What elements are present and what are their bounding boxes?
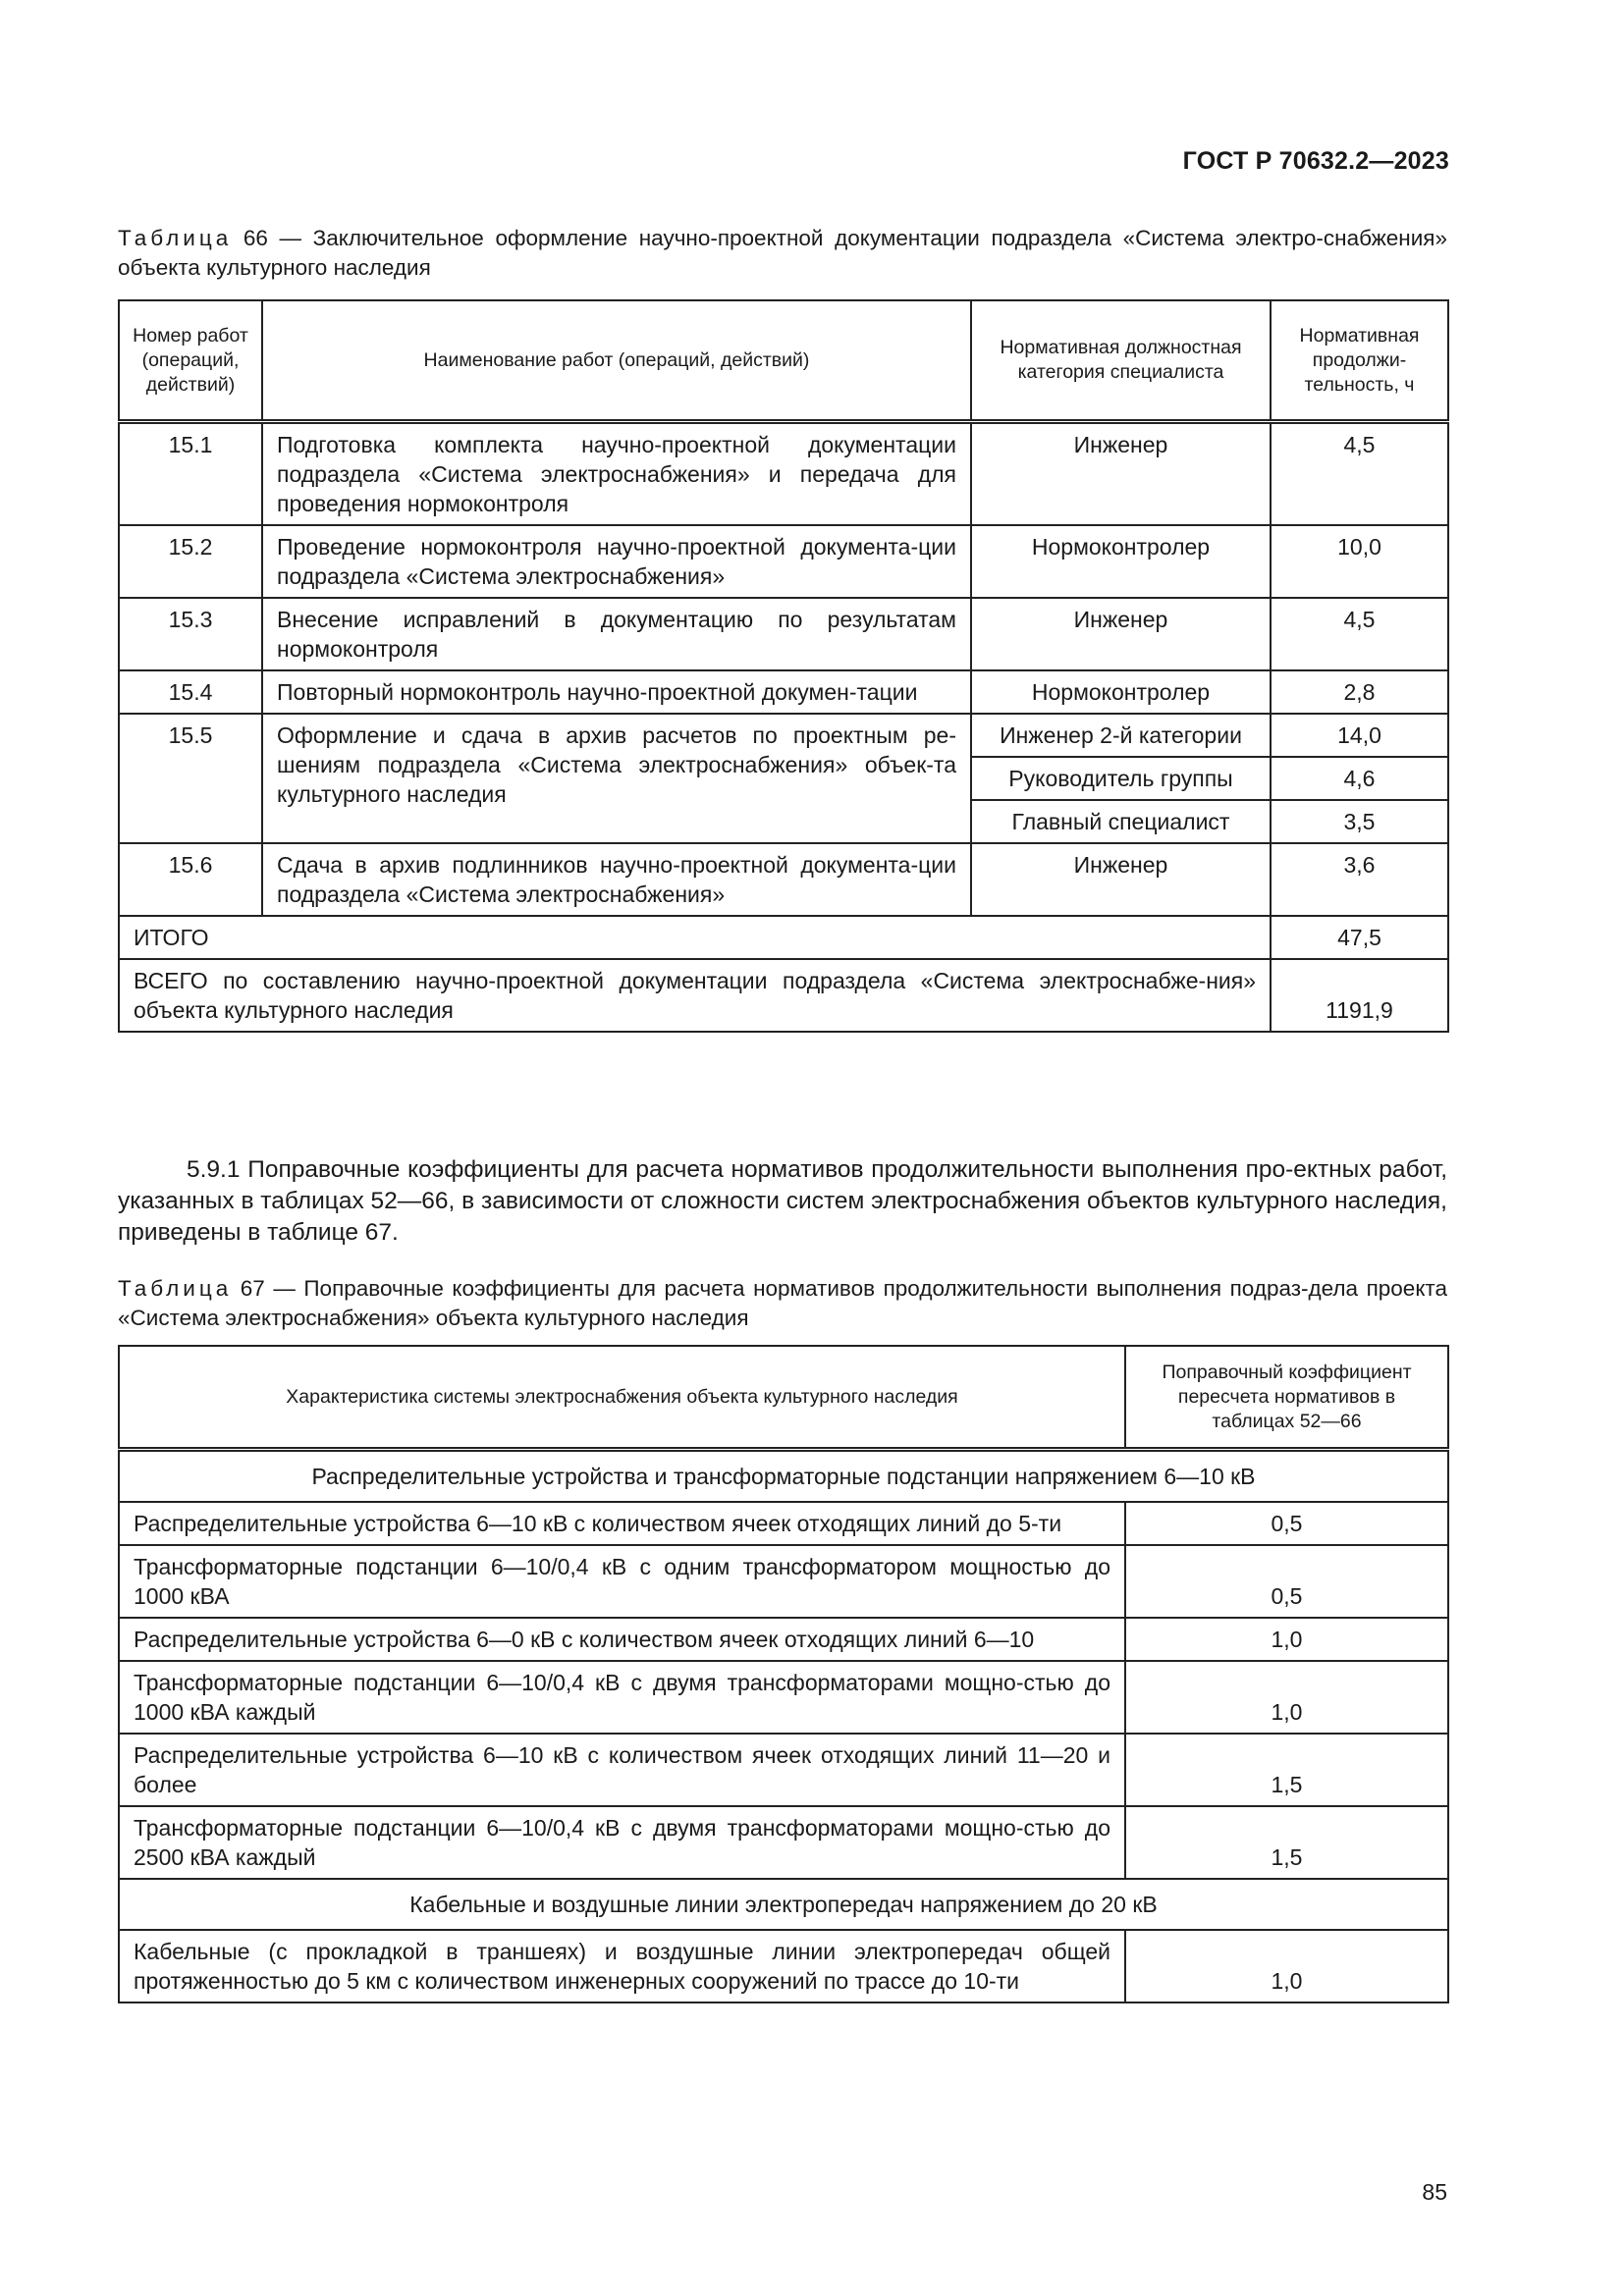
table-67 — [118, 1345, 1449, 2003]
col-header-characteristic: Характеристика системы электроснабжения объекта культурного наследия — [119, 1346, 1125, 1450]
table-row — [119, 598, 1448, 670]
section-title: Кабельные и воздушные линии электропередач напряжением до 20 кВ — [119, 1879, 1448, 1930]
row-name: Сдача в архив подлинников научно-проектной документа-ции подраздела «Система электроснабжения» — [262, 843, 971, 916]
table-row — [119, 525, 1448, 598]
section-row — [119, 1879, 1448, 1930]
table67-header-row — [119, 1346, 1448, 1450]
table-row — [119, 1502, 1448, 1545]
table66-caption — [118, 224, 1447, 283]
row-num: 15.3 — [119, 598, 262, 670]
document-id-header: ГОСТ Р 70632.2—2023 — [1182, 147, 1449, 175]
row-coefficient: 1,5 — [1125, 1806, 1448, 1879]
row-category: Инженер — [971, 843, 1271, 916]
row-name: Проведение нормоконтроля научно-проектной документа-ции подраздела «Система электроснабжения» — [262, 525, 971, 598]
grand-total-label: ВСЕГО по составлению научно-проектной документации подраздела «Система электроснабже-ния» объекта культурного наследия — [119, 959, 1271, 1032]
row-duration: 4,5 — [1271, 598, 1448, 670]
table-row — [119, 1734, 1448, 1806]
row-num: 15.1 — [119, 422, 262, 526]
table66-header-row — [119, 300, 1448, 422]
row-num: 15.2 — [119, 525, 262, 598]
table-row — [119, 1806, 1448, 1879]
total-label: ИТОГО — [119, 916, 1271, 959]
table-row — [119, 1930, 1448, 2002]
table-row — [119, 1545, 1448, 1618]
grand-total-value: 1191,9 — [1271, 959, 1448, 1032]
row-coefficient: 1,5 — [1125, 1734, 1448, 1806]
total-value: 47,5 — [1271, 916, 1448, 959]
table67-caption-text: 67 — Поправочные коэффициенты для расчета нормативов продолжительности выполнения подраз-дела проекта «Система электроснабжения» объекта культурного наследия — [118, 1276, 1447, 1330]
row-description: Распределительные устройства 6—0 кВ с количеством ячеек отходящих линий 6—10 — [119, 1618, 1125, 1661]
row-num: 15.6 — [119, 843, 262, 916]
table-66 — [118, 299, 1449, 1033]
row-num: 15.5 — [119, 714, 262, 843]
row-description: Кабельные (с прокладкой в траншеях) и воздушные линии электропередач общей протяженностью до 5 км с количеством инженерных сооружений по трассе до 10-ти — [119, 1930, 1125, 2002]
row-category: Нормоконтролер — [971, 525, 1271, 598]
table67-caption-prefix: Таблица — [118, 1276, 233, 1301]
row-coefficient: 0,5 — [1125, 1545, 1448, 1618]
row-name: Оформление и сдача в архив расчетов по проектным ре-шениям подраздела «Система электроснабжения» объек-та культурного наследия — [262, 714, 971, 843]
page-number: 85 — [1422, 2179, 1447, 2205]
row-name: Подготовка комплекта научно-проектной документации подраздела «Система электроснабжения» и передача для проведения нормоконтроля — [262, 422, 971, 526]
row-description: Трансформаторные подстанции 6—10/0,4 кВ с двумя трансформаторами мощно-стью до 2500 кВА каждый — [119, 1806, 1125, 1879]
table-row — [119, 422, 1448, 526]
row-category: Руководитель группы — [971, 757, 1271, 800]
row-duration: 10,0 — [1271, 525, 1448, 598]
section-title: Распределительные устройства и трансформаторные подстанции напряжением 6—10 кВ — [119, 1450, 1448, 1503]
row-coefficient: 0,5 — [1125, 1502, 1448, 1545]
grand-total-row — [119, 959, 1448, 1032]
row-duration: 4,6 — [1271, 757, 1448, 800]
table-row — [119, 714, 1448, 757]
row-duration: 4,5 — [1271, 422, 1448, 526]
table67-caption — [118, 1274, 1447, 1333]
row-duration: 3,6 — [1271, 843, 1448, 916]
table66-caption-text: 66 — Заключительное оформление научно-проектной документации подраздела «Система электро-снабжения» объекта культурного наследия — [118, 226, 1447, 280]
section-row — [119, 1450, 1448, 1503]
row-name: Повторный нормоконтроль научно-проектной докумен-тации — [262, 670, 971, 714]
col-header-name: Наименование работ (операций, действий) — [262, 300, 971, 422]
table-row — [119, 1618, 1448, 1661]
row-description: Трансформаторные подстанции 6—10/0,4 кВ с двумя трансформаторами мощно-стью до 1000 кВА каждый — [119, 1661, 1125, 1734]
col-header-duration: Нормативная продолжи-тельность, ч — [1271, 300, 1448, 422]
row-category: Инженер 2-й категории — [971, 714, 1271, 757]
row-coefficient: 1,0 — [1125, 1930, 1448, 2002]
col-header-num: Номер работ (операций, действий) — [119, 300, 262, 422]
row-duration: 14,0 — [1271, 714, 1448, 757]
table-row — [119, 1661, 1448, 1734]
row-description: Распределительные устройства 6—10 кВ с количеством ячеек отходящих линий до 5-ти — [119, 1502, 1125, 1545]
row-name: Внесение исправлений в документацию по результатам нормоконтроля — [262, 598, 971, 670]
row-category: Главный специалист — [971, 800, 1271, 843]
row-description: Распределительные устройства 6—10 кВ с количеством ячеек отходящих линий 11—20 и более — [119, 1734, 1125, 1806]
col-header-category: Нормативная должностная категория специалиста — [971, 300, 1271, 422]
table-row — [119, 670, 1448, 714]
row-category: Нормоконтролер — [971, 670, 1271, 714]
paragraph-5-9-1: 5.9.1 Поправочные коэффициенты для расчета нормативов продолжительности выполнения про-ектных работ, указанных в таблицах 52—66, в зависимости от сложности систем электроснабжения объектов культурного наследия, приведены в таблице 67. — [118, 1156, 1447, 1246]
row-category: Инженер — [971, 422, 1271, 526]
row-coefficient: 1,0 — [1125, 1618, 1448, 1661]
col-header-coefficient: Поправочный коэффициент пересчета нормативов в таблицах 52—66 — [1125, 1346, 1448, 1450]
table-row — [119, 843, 1448, 916]
row-description: Трансформаторные подстанции 6—10/0,4 кВ с одним трансформатором мощностью до 1000 кВА — [119, 1545, 1125, 1618]
table66-caption-prefix: Таблица — [118, 226, 233, 250]
total-row — [119, 916, 1448, 959]
row-duration: 2,8 — [1271, 670, 1448, 714]
row-coefficient: 1,0 — [1125, 1661, 1448, 1734]
row-num: 15.4 — [119, 670, 262, 714]
row-category: Инженер — [971, 598, 1271, 670]
row-duration: 3,5 — [1271, 800, 1448, 843]
